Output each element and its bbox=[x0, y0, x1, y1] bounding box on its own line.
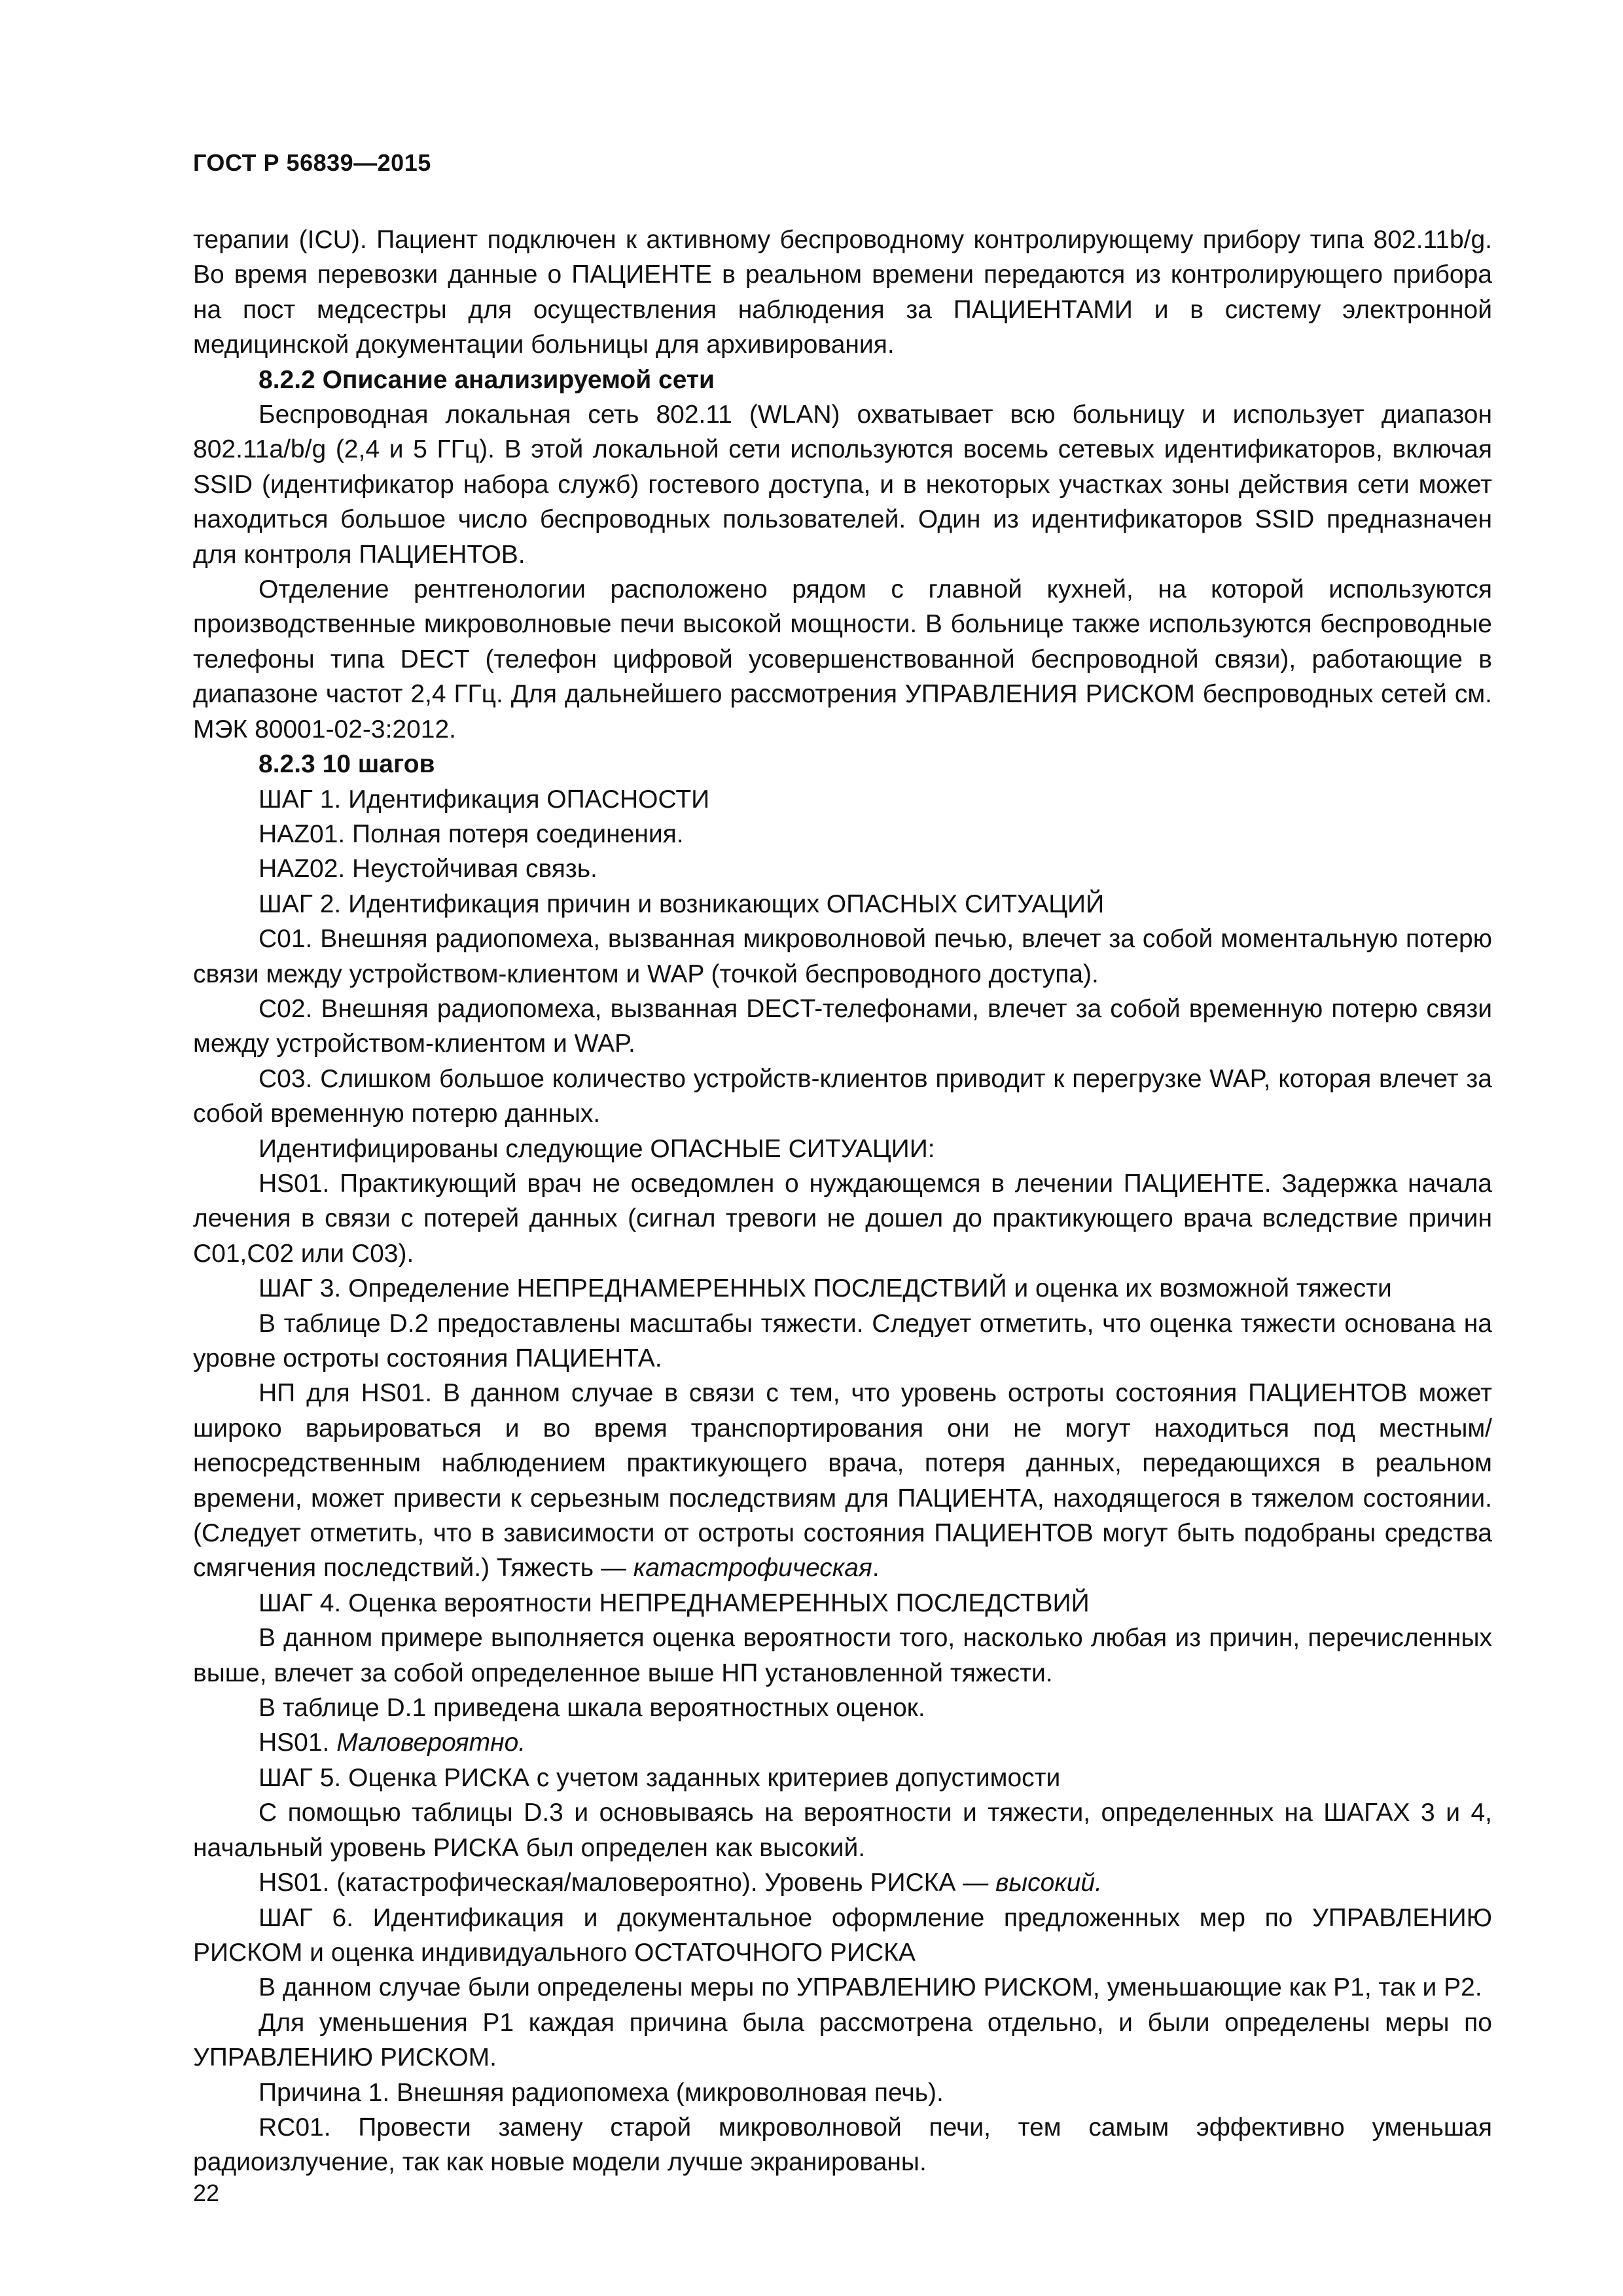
paragraph-20-emphasis: Маловероятно. bbox=[336, 1729, 526, 1757]
paragraph-16-text: НП для HS01. В данном случае в связи с тем, что уровень остроты состояния ПАЦИЕНТОВ может широко варьироваться и во время транспортирования они не могут находиться под местным/непосредственным наблюдением практикующего врача, потеря данных, передающихся в реальном времени, может привести к серьезным последствиям для ПАЦИЕНТА, находящегося в тяжелом состоянии. (Следует отметить, что в зависимости от остроты состояния ПАЦИЕНТОВ могут быть подобраны средства смягчения последствий.) Тяжесть — bbox=[193, 1379, 1492, 1583]
step-1-heading: ШАГ 1. Идентификация ОПАСНОСТИ bbox=[259, 785, 710, 814]
paragraph-20 bbox=[193, 1725, 1492, 1760]
paragraph-2: Беспроводная локальная сеть 802.11 (WLAN) охватывает всю больницу и использует диапазон 802.11a/b/g (2,4 и 5 ГГц). В этой локальной сети используются восемь сетевых идентификаторов, включая SSID (идентификатор набора служб) гостевого доступа, и в некоторых участках зоны действия сети может находиться большое число беспроводных пользователей. Один из идентификаторов SSID предназначен для контроля ПАЦИЕНТОВ. bbox=[193, 401, 1492, 569]
section-heading-8-2-2: 8.2.2 Описание анализируемой сети bbox=[259, 365, 715, 394]
cause-c03: C03. Слишком большое количество устройств-клиентов приводит к перегрузке WAP, которая влечет за собой временную потерю данных. bbox=[193, 1064, 1492, 1128]
step-4-heading: ШАГ 4. Оценка вероятности НЕПРЕДНАМЕРЕННЫХ ПОСЛЕДСТВИЙ bbox=[259, 1588, 1090, 1617]
document-body bbox=[193, 223, 1492, 2180]
step-2-heading: ШАГ 2. Идентификация причин и возникающих ОПАСНЫХ СИТУАЦИЙ bbox=[259, 889, 1105, 918]
paragraph-16 bbox=[193, 1376, 1492, 1585]
step-5-heading: ШАГ 5. Оценка РИСКА с учетом заданных критериев допустимости bbox=[259, 1763, 1061, 1792]
hazardous-situations-intro: Идентифицированы следующие ОПАСНЫЕ СИТУАЦИИ: bbox=[259, 1134, 935, 1163]
paragraph-16-emphasis: катастрофическая bbox=[633, 1554, 872, 1583]
section-heading-8-2-3: 8.2.3 10 шагов bbox=[259, 750, 435, 779]
paragraph-27: Причина 1. Внешняя радиопомеха (микроволновая печь). bbox=[259, 2078, 944, 2107]
page-number: 22 bbox=[193, 2179, 220, 2206]
paragraph-3: Отделение рентгенологии расположено рядом с главной кухней, на которой используются производственные микроволновые печи высокой мощности. В больнице также используются беспроводные телефоны типа DECT (телефон цифровой усовершенствованной беспроводной связи), работающие в диапазоне частот 2,4 ГГц. Для дальнейшего рассмотрения УПРАВЛЕНИЯ РИСКОМ беспроводных сетей см. МЭК 80001-02-3:2012. bbox=[193, 575, 1492, 744]
step-3-heading: ШАГ 3. Определение НЕПРЕДНАМЕРЕННЫХ ПОСЛЕДСТВИЙ и оценка их возможной тяжести bbox=[259, 1274, 1392, 1303]
hazard-haz01: HAZ01. Полная потеря соединения. bbox=[259, 819, 684, 848]
paragraph-16-tail: . bbox=[872, 1554, 880, 1583]
paragraph-25: В данном случае были определены меры по УПРАВЛЕНИЮ РИСКОМ, уменьшающие как P1, так и P2. bbox=[259, 1973, 1482, 2002]
paragraph-26: Для уменьшения P1 каждая причина была рассмотрена отдельно, и были определены меры по УПРАВЛЕНИЮ РИСКОМ. bbox=[193, 2008, 1492, 2072]
hazardous-situation-hs01: HS01. Практикующий врач не осведомлен о нуждающемся в лечении ПАЦИЕНТЕ. Задержка начала лечения в связи с потерей данных (сигнал тревоги не дошел до практикующего врача вследствие причин C01,C02 или C03). bbox=[193, 1169, 1492, 1268]
cause-c01: C01. Внешняя радиопомеха, вызванная микроволновой печью, влечет за собой моментальную потерю связи между устройством-клиентом и WAP (точкой беспроводного доступа). bbox=[193, 925, 1492, 988]
paragraph-28: RC01. Провести замену старой микроволновой печи, тем самым эффективно уменьшая радиоизлучение, так как новые модели лучше экранированы. bbox=[193, 2113, 1492, 2177]
hazard-haz02: HAZ02. Неустойчивая связь. bbox=[259, 855, 597, 884]
cause-c02: C02. Внешняя радиопомеха, вызванная DECT-телефонами, влечет за собой временную потерю связи между устройством-клиентом и WAP. bbox=[193, 994, 1492, 1058]
document-header: ГОСТ Р 56839—2015 bbox=[193, 149, 431, 176]
paragraph-23-text: HS01. (катастрофическая/маловероятно). Уровень РИСКА — bbox=[259, 1869, 996, 1897]
paragraph-19: В таблице D.1 приведена шкала вероятностных оценок. bbox=[259, 1694, 925, 1723]
step-6-heading: ШАГ 6. Идентификация и документальное оформление предложенных мер по УПРАВЛЕНИЮ РИСКОМ и оценка индивидуального ОСТАТОЧНОГО РИСКА bbox=[193, 1903, 1492, 1967]
paragraph-23 bbox=[193, 1865, 1492, 1900]
paragraph-23-emphasis: высокий. bbox=[995, 1869, 1102, 1897]
paragraph-20-text: HS01. bbox=[259, 1729, 337, 1757]
paragraph-15: В таблице D.2 предоставлены масштабы тяжести. Следует отметить, что оценка тяжести основана на уровне остроты состояния ПАЦИЕНТА. bbox=[193, 1309, 1492, 1372]
paragraph-18: В данном примере выполняется оценка вероятности того, насколько любая из причин, перечисленных выше, влечет за собой определенное выше НП установленной тяжести. bbox=[193, 1624, 1492, 1687]
paragraph-0: терапии (ICU). Пациент подключен к активному беспроводному контролирующему прибору типа 802.11b/g. Во время перевозки данные о ПАЦИЕНТЕ в реальном времени передаются из контролирующего прибора на пост медсестры для осуществления наблюдения за ПАЦИЕНТАМИ и в систему электронной медицинской документации больницы для архивирования. bbox=[193, 226, 1492, 359]
paragraph-22: С помощью таблицы D.3 и основываясь на вероятности и тяжести, определенных на ШАГАХ 3 и 4, начальный уровень РИСКА был определен как высокий. bbox=[193, 1799, 1492, 1862]
